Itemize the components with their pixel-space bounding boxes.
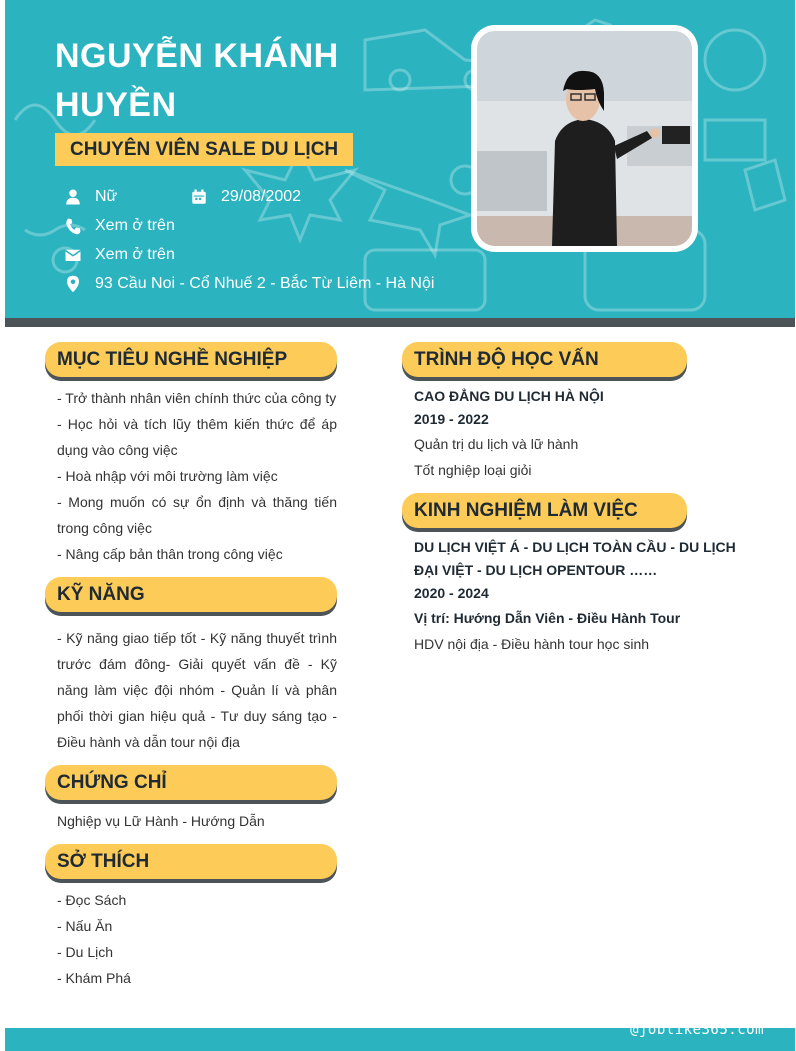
school-name: CAO ĐẲNG DU LỊCH HÀ NỘI [414, 388, 604, 404]
header-banner [5, 0, 795, 318]
education-heading: TRÌNH ĐỘ HỌC VẤN [402, 342, 687, 377]
hobby-item: - Du Lịch [57, 944, 114, 960]
phone-row [63, 216, 175, 236]
user-icon [63, 187, 83, 207]
phone-icon [63, 216, 83, 236]
job-title-badge: CHUYÊN VIÊN SALE DU LỊCH [55, 133, 353, 166]
map-pin-icon [63, 274, 83, 294]
birthday-value: 29/08/2002 [221, 188, 302, 205]
gender-row [63, 187, 117, 207]
address-row [63, 274, 434, 294]
education-major: Quản trị du lịch và lữ hành [414, 436, 579, 452]
certificates-heading: CHỨNG CHỈ [45, 765, 337, 800]
watermark-text: @joblike365.com [630, 1022, 764, 1038]
skills-text: - Kỹ năng giao tiếp tốt - Kỹ năng thuyết trình trước đám đông- Giải quyết vấn đề - Kỹ năng làm việc đội nhóm - Quản lí và phân phối thời gian hiệu quả - Tư duy sáng tạo - Điều hành và dẫn tour nội địa [57, 630, 337, 750]
birthday-row [189, 187, 301, 207]
objective-item: - Học hỏi và tích lũy thêm kiến thức để áp dụng vào công việc [57, 416, 337, 458]
experience-years: 2020 - 2024 [414, 585, 489, 601]
address-value: 93 Cầu Noi - Cổ Nhuế 2 - Bắc Từ Liêm - Hà Nội [95, 275, 435, 292]
objective-item: - Hoà nhập với môi trường làm việc [57, 468, 278, 484]
envelope-icon [63, 245, 83, 265]
objective-heading: MỤC TIÊU NGHỀ NGHIỆP [45, 342, 337, 377]
skills-heading: KỸ NĂNG [45, 577, 337, 612]
hobby-item: - Đọc Sách [57, 892, 127, 908]
education-grade: Tốt nghiệp loại giỏi [414, 462, 532, 478]
hobby-item: - Khám Phá [57, 970, 131, 986]
hobby-item: - Nấu Ăn [57, 918, 113, 934]
experience-position: Vị trí: Hướng Dẫn Viên - Điều Hành Tour [414, 610, 681, 626]
profile-photo-frame [471, 25, 698, 252]
phone-value[interactable]: Xem ở trên [95, 217, 175, 234]
calendar-icon [189, 187, 209, 207]
cv-page [5, 0, 795, 1051]
header-divider [5, 318, 795, 327]
experience-description: HDV nội địa - Điều hành tour học sinh [414, 636, 650, 652]
gender-value: Nữ [95, 188, 118, 205]
experience-company: DU LỊCH VIỆT Á - DU LỊCH TOÀN CẦU - DU LỊCH ĐẠI VIỆT - DU LỊCH OPENTOUR …… [414, 539, 736, 578]
hobbies-heading: SỞ THÍCH [45, 844, 337, 879]
objective-item: - Nâng cấp bản thân trong công việc [57, 546, 283, 562]
certificates-text: Nghiệp vụ Lữ Hành - Hướng Dẫn [57, 813, 265, 829]
objective-item: - Trở thành nhân viên chính thức của công ty [57, 390, 337, 406]
experience-heading: KINH NGHIỆM LÀM VIỆC [402, 493, 687, 528]
candidate-name: NGUYỄN KHÁNH HUYỀN [55, 37, 339, 124]
objective-item: - Mong muốn có sự ổn định và thăng tiến trong công việc [57, 494, 337, 536]
profile-photo [477, 31, 692, 246]
email-value[interactable]: Xem ở trên [95, 246, 175, 263]
email-row [63, 245, 175, 265]
education-years: 2019 - 2022 [414, 411, 489, 427]
